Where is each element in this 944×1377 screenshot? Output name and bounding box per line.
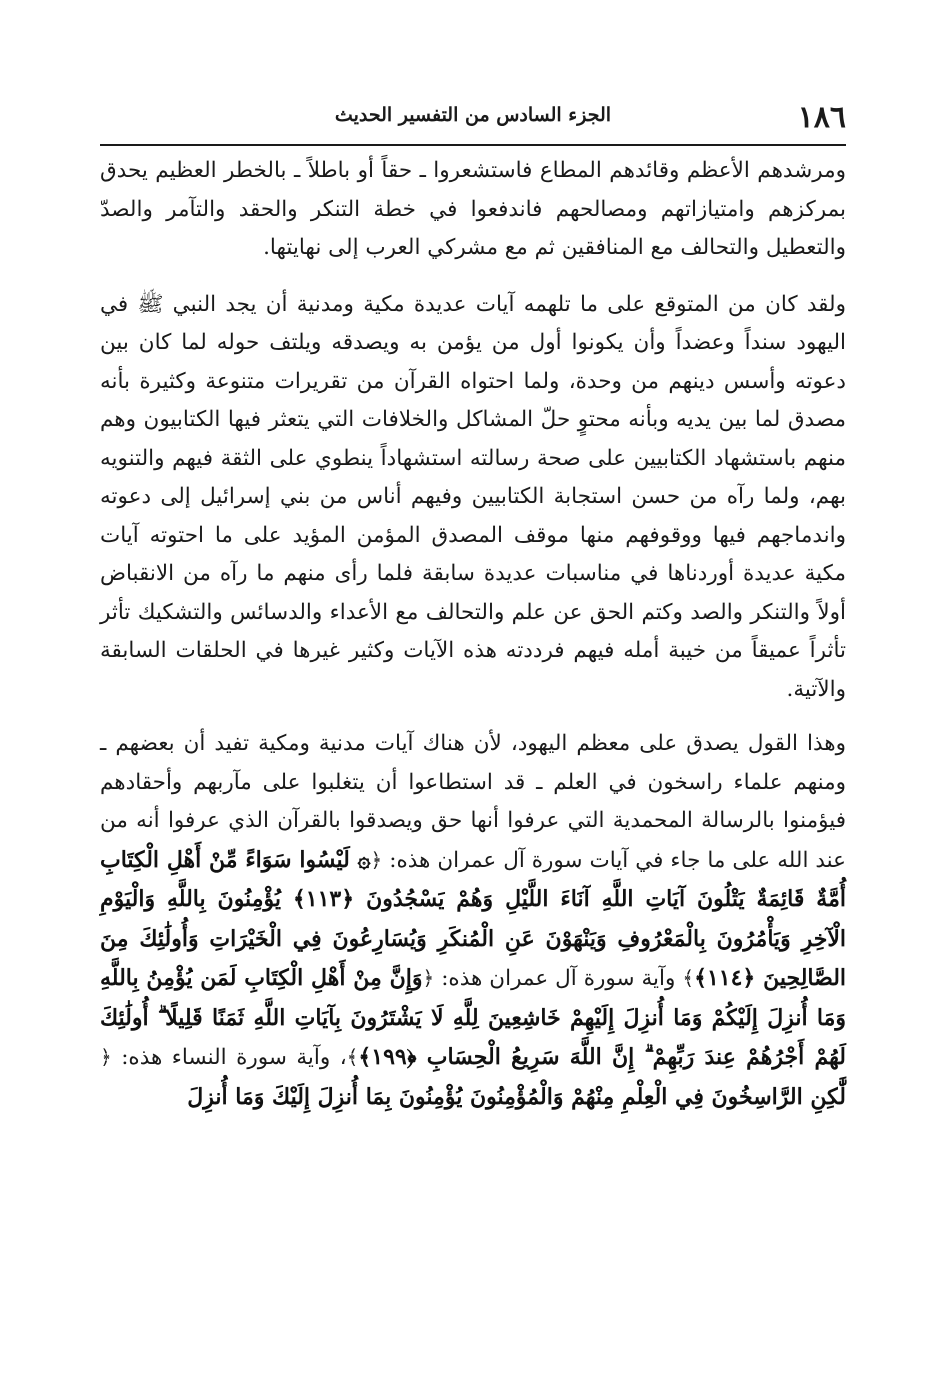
paragraph-3-middle-1: وآية سورة آل عمران هذه: (434, 966, 683, 991)
header-divider (100, 144, 846, 146)
quran-quote-an-nisa: لَّٰكِنِ الرَّاسِخُونَ فِي الْعِلْمِ مِنْهُمْ وَالْمُؤْمِنُونَ يُؤْمِنُونَ بِمَا أُنزِلَ إِلَيْكَ وَمَا أُنزِلَ (187, 1083, 846, 1110)
paragraph-1: ومرشدهم الأعظم وقائدهم المطاع فاستشعروا ـ حقاً أو باطلاً ـ بالخطر العظيم يحدق بمركزهم وامتيازاتهم ومصالحهم فاندفعوا في خطة التنكر والحقد والتآمر والصدّ والتعطيل والتحالف مع المنافقين ثم مع مشركي العرب إلى نهايتها. (100, 158, 846, 260)
paragraph-3 (100, 725, 846, 1117)
quran-open-bracket-2: ﴿ (422, 966, 435, 990)
quran-quote-al-imran-113-114: ۞ لَيْسُوا سَوَاءً مِّنْ أَهْلِ الْكِتَابِ أُمَّةٌ قَائِمَةٌ يَتْلُونَ آيَاتِ اللَّهِ آنَاءَ اللَّيْلِ وَهُمْ يَسْجُدُونَ ﴿١١٣﴾ يُؤْمِنُونَ بِاللَّهِ وَالْيَوْمِ الْآخِرِ وَيَأْمُرُونَ بِالْمَعْرُوفِ وَيَنْهَوْنَ عَنِ الْمُنكَرِ وَيُسَارِعُونَ فِي الْخَيْرَاتِ وَأُولَٰئِكَ مِنَ الصَّالِحِينَ ﴿١١٤﴾ (100, 846, 847, 991)
quran-open-bracket-3: ﴿ (100, 1045, 112, 1069)
quran-close-bracket-2: ﴾ (346, 1045, 359, 1069)
paragraph-3-intro: وهذا القول يصدق على معظم اليهود، لأن هناك آيات مدنية ومكية تفيد أن بعضهم ـ ومنهم علماء راسخون في العلم ـ قد استطاعوا أن يتغلبوا على مآربهم وأحقادهم فيؤمنوا بالرسالة المحمدية التي عرفوا أنها حق ويصدقوا بالقرآن الذي عرفوا أنه من عند الله على ما جاء في آيات سورة آل عمران هذه: (100, 731, 846, 873)
page-body (100, 152, 846, 1133)
quran-close-bracket-1: ﴾ (682, 966, 695, 990)
page-header (100, 96, 846, 140)
paragraph-2: ولقد كان من المتوقع على ما تلهمه آيات عديدة مكية ومدنية أن يجد النبي ﷺ في اليهود سنداً وعضداً وأن يكونوا أول من يؤمن به ويصدقه ويلتف حوله لما كان بين دعوته وأسس دينهم من وحدة، ولما احتواه القرآن من تقريرات متنوعة وكثيرة بأنه مصدق لما بين يديه وبأنه محتوٍ حلّ المشاكل والخلافات التي يتعثر فيها الكتابيون وهم منهم باستشهاد الكتابيين على صحة رسالته استشهاداً ينطوي على الثقة فيهم والتنويه بهم، ولما رآه من حسن استجابة الكتابيين وفيهم أناس من بني إسرائيل إلى دعوته واندماجهم فيها ووقوفهم منها موقف المصدق المؤمن المؤيد على ما احتوته آيات مكية عديدة أوردناها في مناسبات عديدة سابقة فلما رأى منهم ما رآه من الانقباض أولاً والتنكر والصد وكتم الحق عن علم والتحالف مع الأعداء والدسائس والتشكيك تأثر تأثراً عميقاً من خيبة أمله فيهم فرددته هذه الآيات وكثير غيرها في الحلقات السابقة والآتية. (100, 291, 846, 702)
paragraph-3-middle-2: ، وآية سورة النساء هذه: (111, 1045, 347, 1070)
quran-quote-al-imran-199: وَإِنَّ مِنْ أَهْلِ الْكِتَابِ لَمَن يُؤْمِنُ بِاللَّهِ وَمَا أُنزِلَ إِلَيْكُمْ وَمَا أُنزِلَ إِلَيْهِمْ خَاشِعِينَ لِلَّهِ لَا يَشْتَرُونَ بِآيَاتِ اللَّهِ ثَمَنًا قَلِيلًا ۗ أُولَٰئِكَ لَهُمْ أَجْرُهُمْ عِندَ رَبِّهِمْ ۗ إِنَّ اللَّهَ سَرِيعُ الْحِسَابِ ﴿١٩٩﴾ (100, 965, 846, 1070)
quran-open-bracket-1: ﴿ (370, 847, 383, 872)
page-number: ١٨٦ (797, 100, 846, 135)
running-title: الجزء السادس من التفسير الحديث (334, 104, 612, 126)
